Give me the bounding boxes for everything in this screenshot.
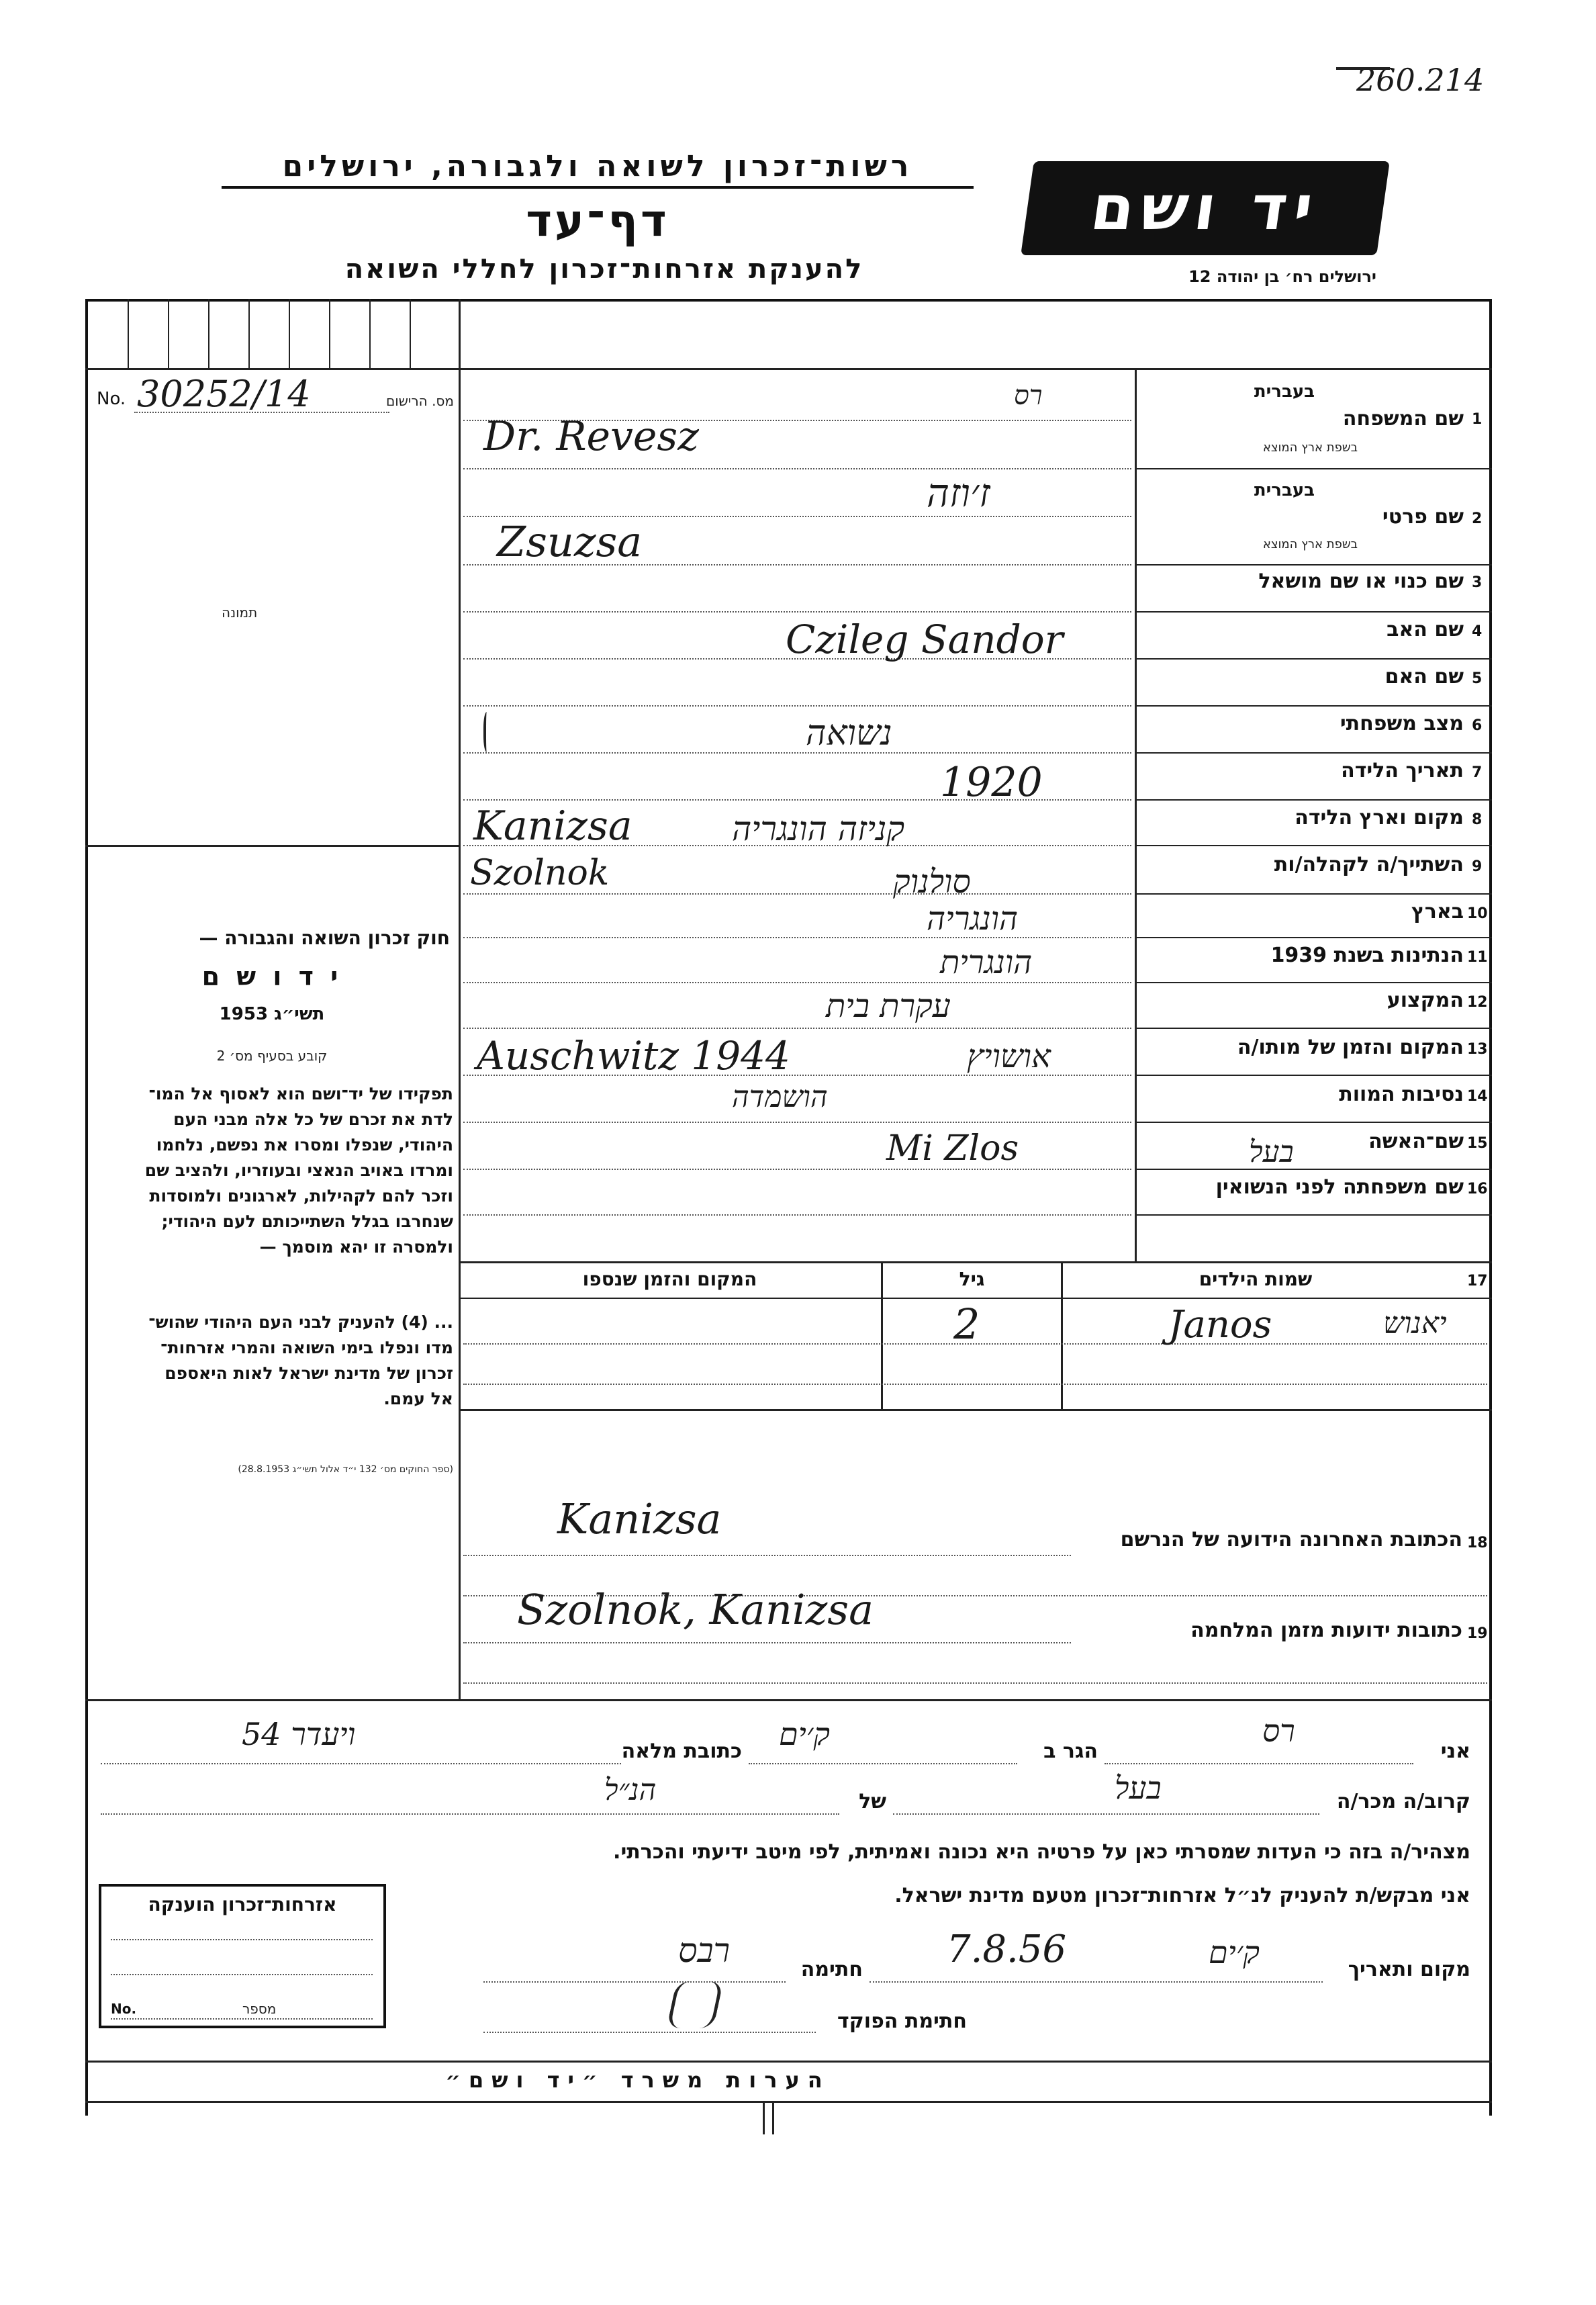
field-5-number: 5 [1472, 670, 1483, 687]
law-line: וזכר להם לקהילות, לארגונים ולמוסדות [149, 1186, 453, 1206]
field-1-hebrew-value: רס [1014, 380, 1043, 411]
field-2-hebrew-value: ז׳וזה [927, 470, 990, 516]
child-1-name: Janos [1168, 1303, 1272, 1347]
declarant-of-label: של [859, 1790, 886, 1813]
child-1-hebrew-name: יאנוש [1383, 1306, 1447, 1341]
registration-no-label: No. [97, 389, 126, 409]
field-12-label: המקצוע [1387, 989, 1464, 1012]
children-col-age: גיל [959, 1268, 985, 1290]
law-line: תפקידו של יד־ושם הוא לאסוף אל המו־ [148, 1084, 453, 1103]
law-line: ולמסרה זו יהא מוסמך — [259, 1237, 453, 1257]
corner-note: 260.214 [1356, 62, 1485, 98]
declarant-resides: ק׳ים [779, 1716, 831, 1752]
field-15-hebrew-value: בעל [1249, 1135, 1294, 1169]
field-10-number: 10 [1467, 905, 1488, 922]
registration-line [94, 373, 457, 420]
declarant-of: הנ״ל [604, 1773, 657, 1807]
granted-box [99, 1884, 386, 2028]
field-5-label: שם האם [1384, 665, 1464, 688]
field-15-label: שם־האשה [1368, 1130, 1464, 1153]
field-11-value: הונגרית [940, 944, 1033, 981]
field-9-value: Szolnok [470, 853, 610, 893]
field-10-label: בארץ [1411, 900, 1464, 923]
field-3-label: שם כנוי או שם מושאל [1258, 570, 1464, 593]
field-11-number: 11 [1467, 949, 1488, 966]
field-6-number: 6 [1472, 717, 1483, 734]
field-9-hebrew-value: סולנוק [893, 863, 971, 901]
registration-number: 30252/14 [137, 373, 311, 415]
field-8-value: Kanizsa [473, 803, 632, 850]
declarant-i-label: אני [1440, 1739, 1470, 1763]
yad-vashem-logo [1021, 161, 1390, 255]
declarant-full-address: ויעדר 54 [242, 1716, 356, 1752]
field-9-number: 9 [1472, 858, 1483, 875]
declarant-resides-label: הגר ב [1043, 1739, 1098, 1763]
field-4-label: שם האב [1387, 618, 1464, 641]
field-1-label: שם המשפחה [1342, 407, 1464, 431]
field-1-hebrew-tag: בעברית [1254, 381, 1315, 402]
signature-label: חתימה [800, 1958, 863, 1981]
field-6-label: מצב משפחתי [1340, 712, 1464, 735]
law-paragraph-1 [94, 1081, 453, 1260]
form-subtitle: להענקת אזרחות־זכרון לחללי השואה [344, 254, 864, 285]
declarant-relative: בעל [1115, 1770, 1162, 1806]
field-9-label: השתייך/ה לקהלה/ות [1274, 853, 1464, 876]
field-19-label: כתובות ידועות מזמן המלחמה [1190, 1619, 1462, 1642]
registration-heb-label: מס. הרישום [386, 393, 454, 409]
field-13-hebrew-value: אושויץ [967, 1038, 1051, 1075]
field-8-hebrew-value: קניזה הונגריה [732, 809, 905, 848]
field-15-number: 15 [1467, 1135, 1488, 1152]
official-signature-label: חתימת הפוקד [837, 2009, 967, 2033]
law-line: ... (4) להעניק לבני העם היהודי שהוש־ [148, 1312, 453, 1332]
field-7-number: 7 [1472, 764, 1483, 781]
field-1-value: Dr. Revesz [483, 413, 699, 460]
field-13-value: Auschwitz 1944 [477, 1033, 790, 1079]
field-19-number: 19 [1467, 1625, 1488, 1642]
field-8-number: 8 [1472, 811, 1483, 828]
granted-box-no-label: No. [111, 2001, 137, 2017]
law-year: תשי״ג 1953 [219, 1004, 325, 1024]
address: ירושלים רח׳ בן יהודה 12 [1188, 267, 1376, 286]
field-4-value: Czileg Sandor [786, 617, 1064, 662]
law-line: לדת את זכרם של כל אלה מבני העם [173, 1110, 453, 1129]
children-col-names: שמות הילדים [1199, 1268, 1313, 1290]
institution-line: רשות־זכרון לשואה ולגבורה, ירושלים [222, 149, 974, 189]
field-4-number: 4 [1472, 623, 1483, 640]
place-date-label: מקום ותאריך [1348, 1958, 1470, 1981]
law-line: מדו ונפלו בימי השואה והמרי אזרחות־ [160, 1338, 453, 1357]
law-clause: קובע בסעיף מס׳ 2 [216, 1048, 328, 1064]
granted-box-title: אזרחות־זכרון הוענקה [148, 1893, 337, 1915]
declarant-statement-1: מצהיר/ה בזה כי העדות שמסרתי כאן על פרטיה היא נכונה ואמיתית, לפי מיטב ידיעתי והכרתי. [613, 1840, 1470, 1864]
law-line: שנחרבו בגלל השתייכותם לעם היהודי; [161, 1212, 453, 1231]
law-line: זכרון של מדינת ישראל לאות היאספם [165, 1363, 453, 1383]
photo-label: תמונה [222, 604, 258, 621]
field-2-value: Zsuzsa [497, 517, 643, 566]
field-13-label: המקום והזמן של מותו/ה [1237, 1036, 1464, 1059]
declarant-date: 7.8.56 [947, 1928, 1067, 1971]
declarant-relative-label: קרוב/ה מכר/ה [1336, 1790, 1470, 1813]
form-title: דף־עד [526, 195, 669, 246]
field-13-number: 13 [1467, 1041, 1488, 1058]
declarant-name: רס [1262, 1713, 1295, 1749]
field-12-number: 12 [1467, 994, 1488, 1011]
law-line: ומרדו באויב הנאצי ובעוזריו, ולהציב שם [144, 1161, 453, 1180]
law-line: היהודי, שנפלו ומסרו את נפשם, נלחמו [156, 1135, 453, 1155]
field-16-number: 16 [1467, 1181, 1488, 1197]
field-15-value: Mi Zlos [886, 1128, 1019, 1169]
law-line: אל עמם. [383, 1389, 453, 1408]
field-6-mark [483, 712, 491, 752]
field-18-label: הכתובת האחרונה הידועה של הנרשם [1120, 1528, 1462, 1551]
granted-box-number-label: מספר [242, 2001, 277, 2017]
field-14-label: נסיבות המוות [1339, 1083, 1464, 1106]
field-7-value: 1920 [940, 759, 1043, 806]
logo-text: יד ושם [1086, 172, 1324, 244]
declarant-signature: רבס [678, 1931, 731, 1970]
law-source: (ספר החוקים מס׳ 132 י״ד אלול תשי״ג 28.8.1953) [238, 1464, 453, 1475]
law-name: י ד ו ש ם [201, 962, 342, 991]
field-3-number: 3 [1472, 574, 1483, 591]
field-14-value: הושמדה [732, 1080, 828, 1114]
field-2-label: שם פרטי [1382, 505, 1464, 529]
field-19-value: Szolnok, Kanizsa [517, 1585, 874, 1634]
declarant-full-address-label: כתובת מלאה [621, 1739, 742, 1763]
law-paragraph-2 [94, 1310, 453, 1412]
corner-strike [1336, 67, 1390, 70]
field-18-value: Kanizsa [557, 1494, 722, 1543]
field-18-number: 18 [1467, 1535, 1488, 1551]
field-8-label: מקום וארץ הלידה [1295, 806, 1464, 829]
declarant-place: ק׳ים [1209, 1934, 1260, 1971]
field-2-local-tag: בשפת ארץ המוצא [1262, 537, 1358, 551]
field-12-value: עקרת בית [826, 987, 951, 1025]
field-7-label: תאריך הלידה [1341, 759, 1464, 782]
declarant-statement-2: אני מבקש/ת להעניק לנ״ל אזרחות־זכרון מטעם מדינת ישראל. [894, 1884, 1470, 1907]
field-10-value: הונגריה [927, 900, 1019, 938]
field-11-label: הנתינות בשנת 1939 [1270, 944, 1464, 967]
field-17-number: 17 [1467, 1273, 1488, 1290]
children-col-place: המקום והזמן שנספו [582, 1268, 757, 1290]
field-2-hebrew-tag: בעברית [1254, 480, 1315, 500]
field-1-local-tag: בשפת ארץ המוצא [1262, 441, 1358, 455]
field-14-number: 14 [1467, 1088, 1488, 1105]
child-1-age: 2 [953, 1300, 980, 1349]
field-6-value: נשואה [806, 713, 892, 754]
field-16-label: שם משפחתה לפני הנשואין [1215, 1175, 1464, 1199]
field-1-number: 1 [1472, 411, 1483, 428]
law-title: חוק זכרון השואה והגבורה — [199, 927, 450, 949]
field-2-number: 2 [1472, 510, 1483, 527]
footer-notes: הערות משרד ״יד ושם״ [445, 2067, 831, 2093]
